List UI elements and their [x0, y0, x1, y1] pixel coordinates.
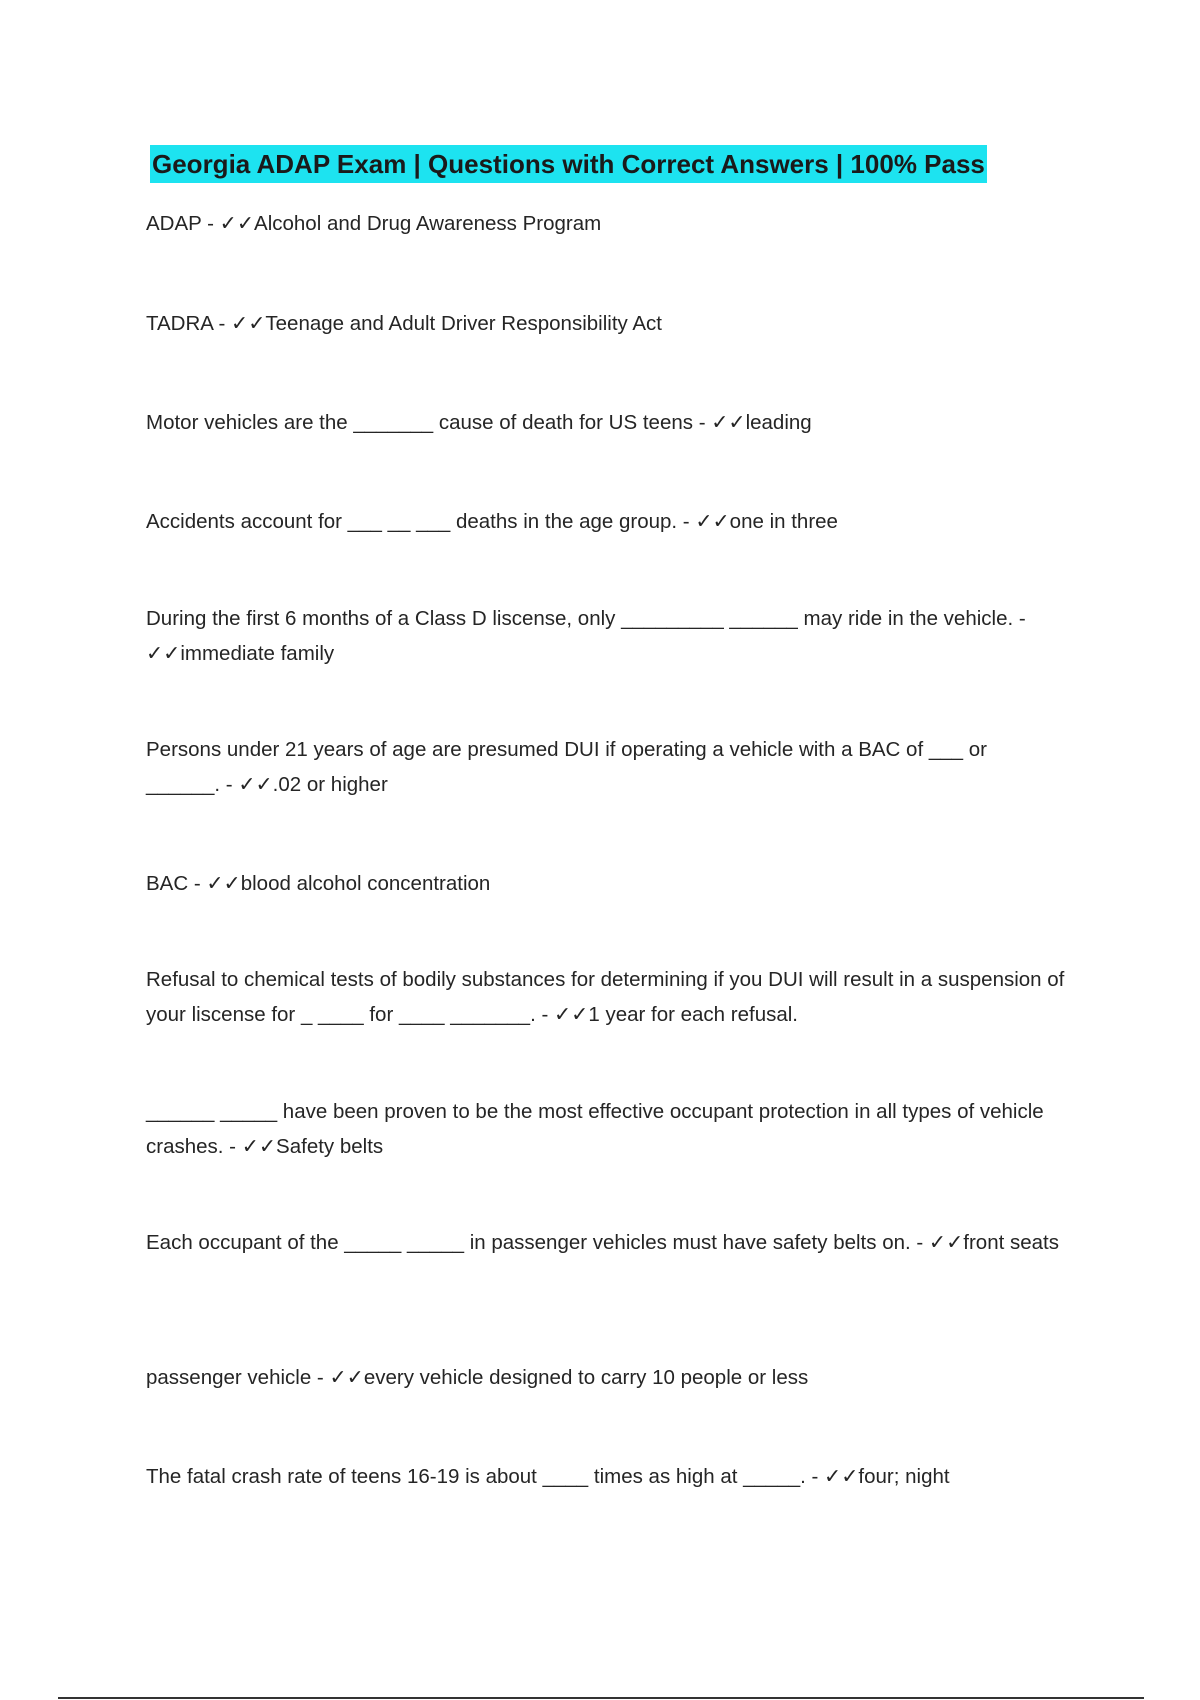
qa-item: BAC - ✓✓blood alcohol concentration: [146, 872, 491, 895]
document-title: Georgia ADAP Exam | Questions with Correct Answers | 100% Pass: [150, 145, 987, 183]
qa-item: Accidents account for ___ __ ___ deaths in the age group. - ✓✓one in three: [146, 510, 838, 533]
qa-item: Refusal to chemical tests of bodily substances for determining if you DUI will result in a suspension of your liscense for _ ____ for ____ _______. - ✓✓1 year for each refusal.: [146, 968, 1065, 1026]
qa-item: The fatal crash rate of teens 16-19 is about ____ times as high at _____. - ✓✓four; night: [146, 1465, 950, 1488]
qa-item: Motor vehicles are the _______ cause of death for US teens - ✓✓leading: [146, 411, 812, 434]
qa-item: TADRA - ✓✓Teenage and Adult Driver Responsibility Act: [146, 312, 662, 335]
qa-item: ADAP - ✓✓Alcohol and Drug Awareness Program: [146, 212, 602, 235]
qa-item: Each occupant of the _____ _____ in passenger vehicles must have safety belts on. - ✓✓front seats: [146, 1231, 1059, 1254]
title-block: [150, 145, 987, 183]
footer-rule: [58, 1697, 1144, 1699]
qa-item: Persons under 21 years of age are presumed DUI if operating a vehicle with a BAC of ___ or ______. - ✓✓.02 or higher: [146, 738, 987, 796]
qa-item: During the first 6 months of a Class D liscense, only _________ ______ may ride in the vehicle. - ✓✓immediate family: [146, 607, 1026, 665]
qa-item: passenger vehicle - ✓✓every vehicle designed to carry 10 people or less: [146, 1366, 809, 1389]
qa-item: ______ _____ have been proven to be the most effective occupant protection in all types of vehicle crashes. - ✓✓Safety belts: [146, 1100, 1044, 1158]
